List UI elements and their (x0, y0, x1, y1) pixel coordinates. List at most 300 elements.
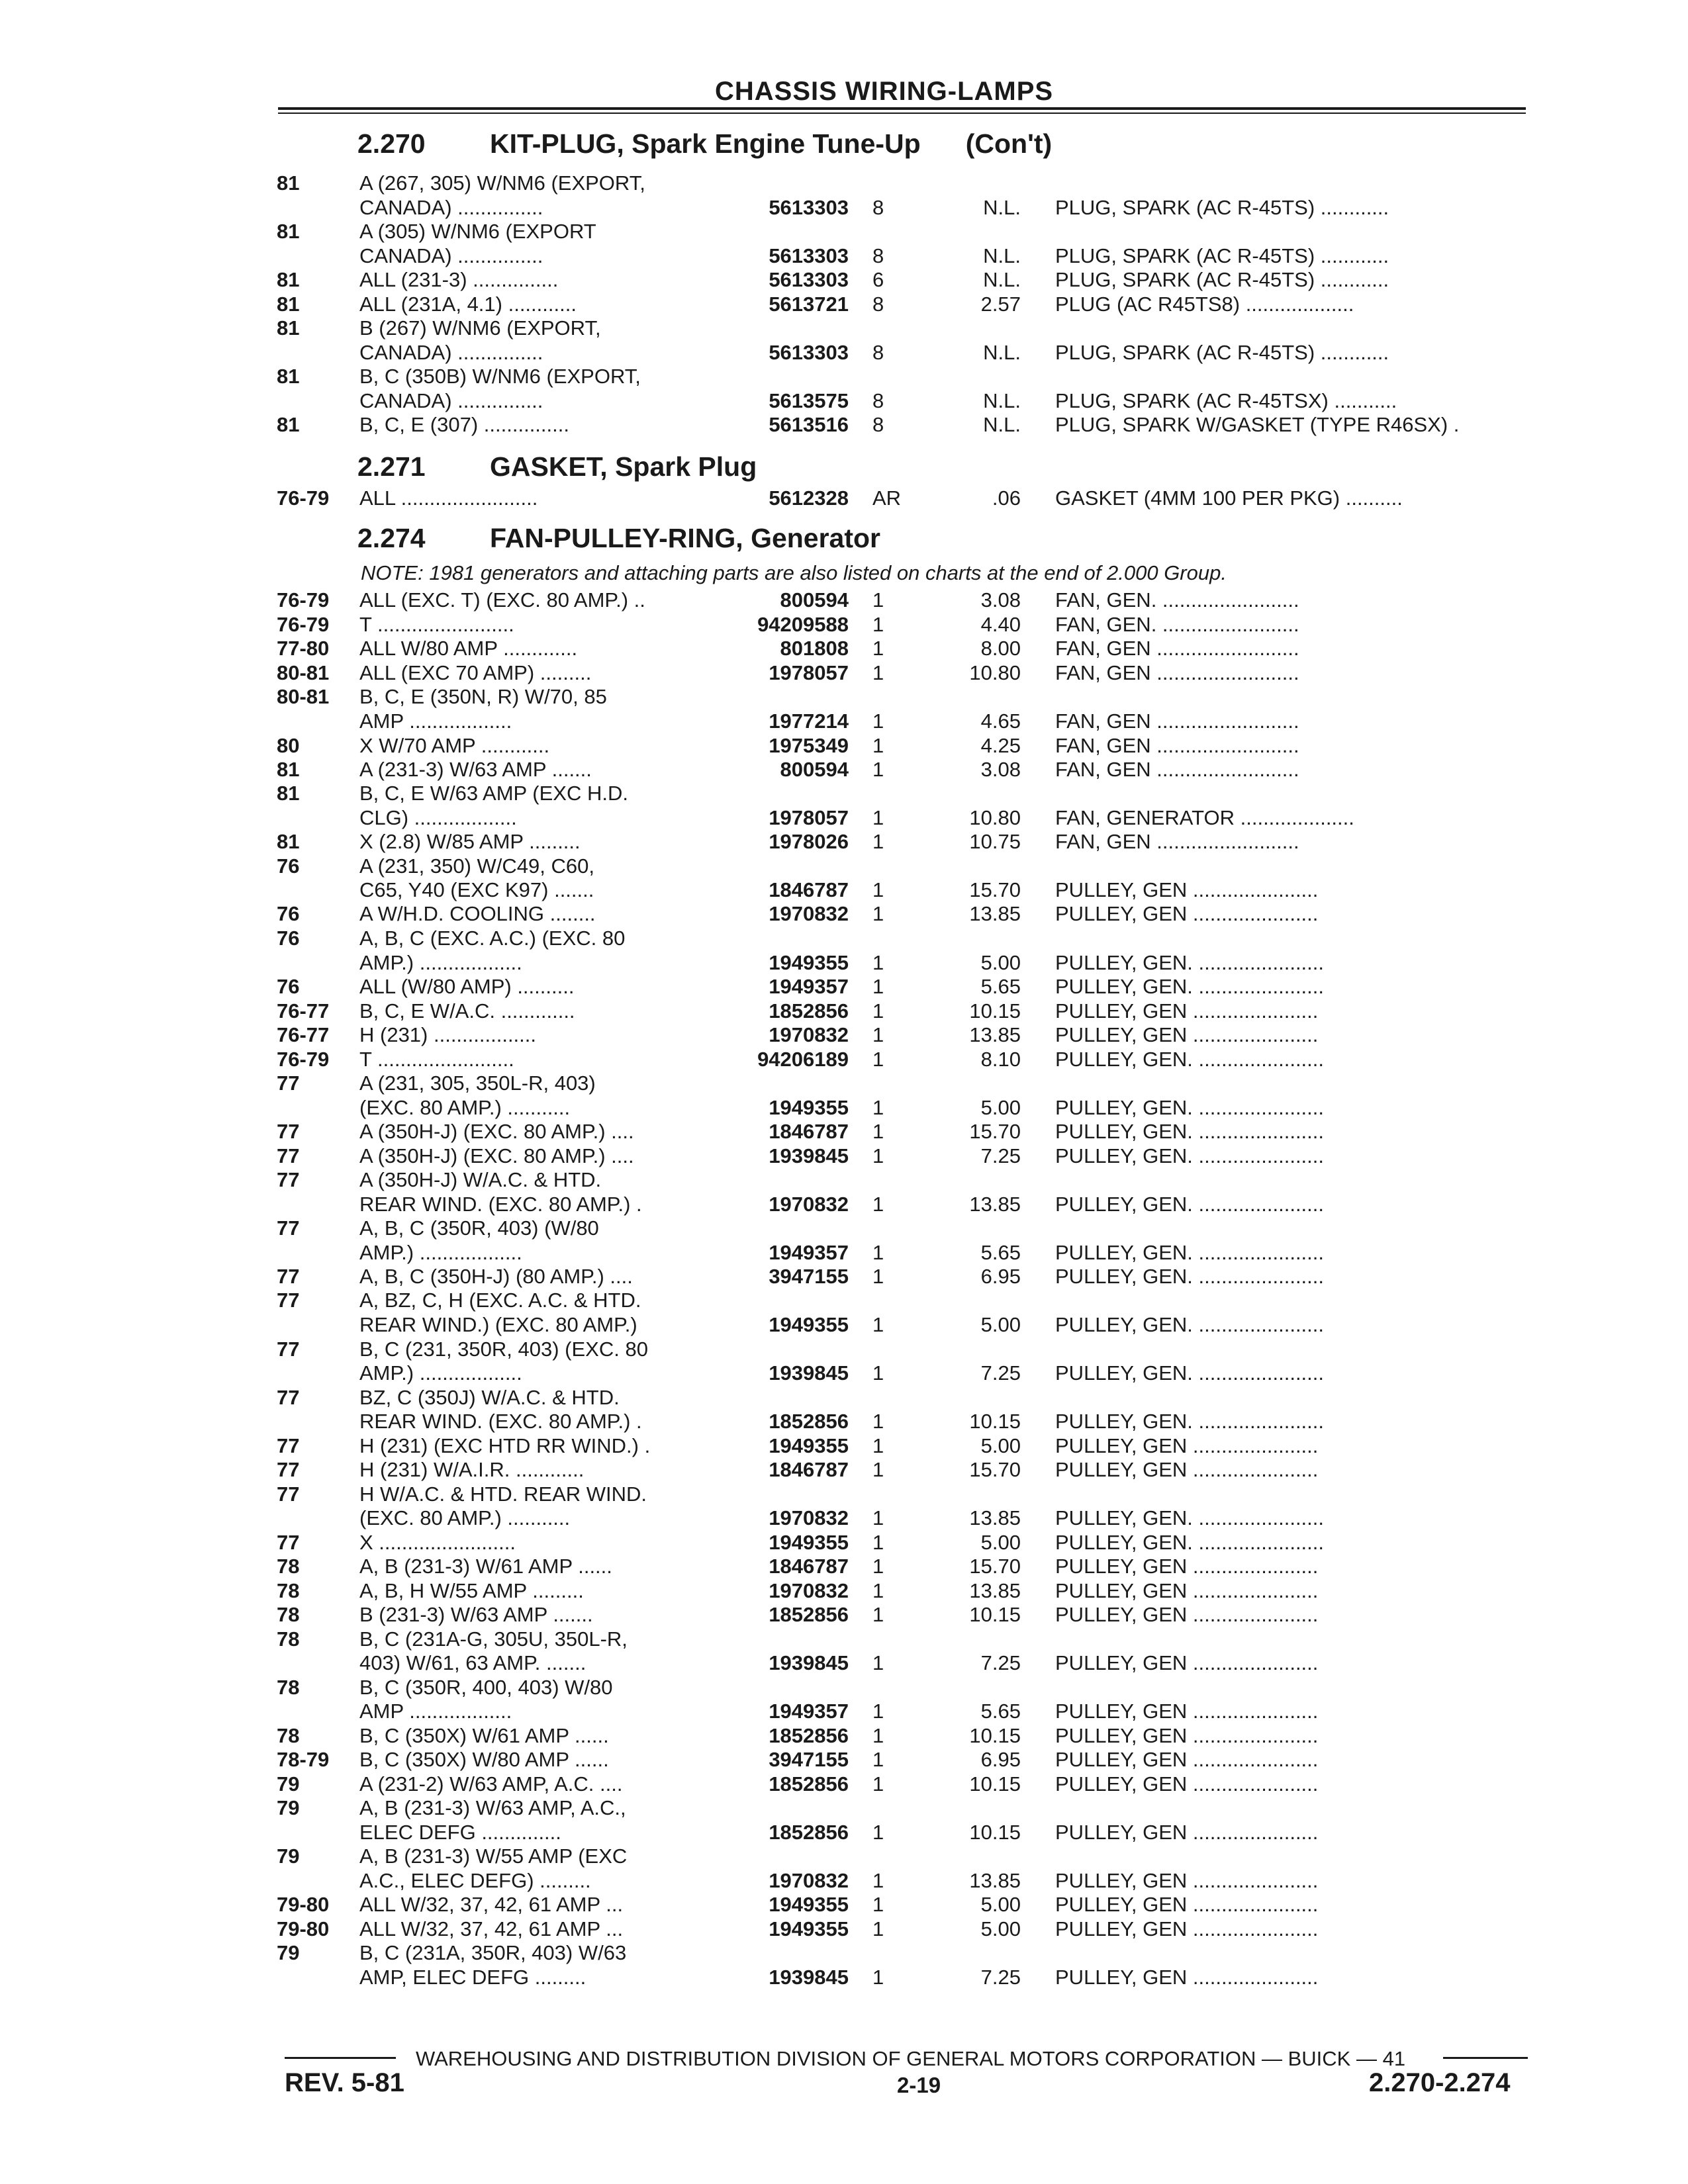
row-part-number: 1970832 (769, 1579, 849, 1602)
row-part-number: 1852856 (769, 1772, 849, 1796)
row-price: 15.70 (969, 1555, 1021, 1578)
row-application: (EXC. 80 AMP.) ........... (359, 1506, 571, 1529)
row-application: A, B, C (350H-J) (80 AMP.) .... (359, 1265, 633, 1288)
row-application: A (350H-J) (EXC. 80 AMP.) .... (359, 1144, 634, 1167)
row-application: ALL ........................ (359, 486, 538, 510)
table-row (0, 1023, 1688, 1048)
row-application: REAR WIND.) (EXC. 80 AMP.) (359, 1313, 637, 1336)
row-part-name: PULLEY, GEN. ...................... (1055, 1265, 1325, 1288)
row-part-name: FAN, GENERATOR .................... (1055, 806, 1354, 829)
row-application: A (231-2) W/63 AMP, A.C. .... (359, 1772, 623, 1796)
row-application: CANADA) ............... (359, 196, 543, 219)
row-part-number: 1978057 (769, 806, 849, 829)
table-row (0, 878, 1688, 903)
table-row (0, 171, 1688, 196)
row-quantity: 1 (872, 709, 884, 733)
row-part-name: PULLEY, GEN. ...................... (1055, 1193, 1325, 1216)
row-part-name: PULLEY, GEN ...................... (1055, 999, 1319, 1023)
table-row (0, 292, 1688, 317)
row-price: 5.65 (980, 975, 1021, 998)
footer-section-range: 2.270-2.274 (1369, 2068, 1511, 2097)
row-year: 76 (277, 854, 300, 878)
row-application: A (305) W/NM6 (EXPORT (359, 220, 596, 243)
row-price: 5.65 (980, 1241, 1021, 1264)
table-row (0, 1868, 1688, 1893)
row-part-number: 5613303 (769, 268, 849, 291)
table-row (0, 1216, 1688, 1241)
row-part-name: FAN, GEN. ........................ (1055, 588, 1299, 612)
table-row (0, 1602, 1688, 1627)
row-application: REAR WIND. (EXC. 80 AMP.) . (359, 1193, 642, 1216)
row-part-name: PULLEY, GEN. ...................... (1055, 1410, 1325, 1433)
footer-rule-right (1443, 2057, 1528, 2059)
row-quantity: 1 (872, 1724, 884, 1747)
row-price: N.L. (983, 244, 1021, 267)
row-price: 13.85 (969, 1023, 1021, 1046)
row-price: 15.70 (969, 878, 1021, 901)
row-part-number: 1939845 (769, 1144, 849, 1167)
table-row (0, 733, 1688, 758)
row-application: H (231) .................. (359, 1023, 537, 1046)
row-quantity: 8 (872, 413, 884, 436)
row-year: 81 (277, 365, 300, 388)
row-part-name: PULLEY, GEN ...................... (1055, 1821, 1319, 1844)
row-application: AMP .................. (359, 709, 512, 733)
row-quantity: 1 (872, 1821, 884, 1844)
row-price: 10.15 (969, 1724, 1021, 1747)
row-quantity: 1 (872, 806, 884, 829)
table-row (0, 805, 1688, 831)
row-price: N.L. (983, 268, 1021, 291)
table-row (0, 1820, 1688, 1845)
row-quantity: 1 (872, 1869, 884, 1892)
row-part-number: 1949357 (769, 1700, 849, 1723)
row-part-number: 5613303 (769, 244, 849, 267)
row-part-number: 801808 (780, 637, 849, 660)
row-part-name: PULLEY, GEN. ...................... (1055, 1120, 1325, 1143)
row-application: C65, Y40 (EXC K97) ....... (359, 878, 594, 901)
row-application: A (231-3) W/63 AMP ....... (359, 758, 592, 781)
row-year: 79-80 (277, 1893, 330, 1916)
row-application: A W/H.D. COOLING ........ (359, 902, 596, 925)
section-title: FAN-PULLEY-RING, Generator (490, 523, 881, 553)
row-year: 76 (277, 927, 300, 950)
row-price: 3.08 (980, 588, 1021, 612)
row-price: 6.95 (980, 1748, 1021, 1771)
row-quantity: 1 (872, 1434, 884, 1457)
table-row (0, 757, 1688, 782)
row-price: 8.10 (980, 1048, 1021, 1071)
row-year: 77 (277, 1458, 300, 1481)
row-application: A (267, 305) W/NM6 (EXPORT, (359, 171, 645, 195)
row-year: 79 (277, 1844, 300, 1868)
table-row (0, 588, 1688, 613)
section-title: GASKET, Spark Plug (490, 451, 757, 482)
row-quantity: 1 (872, 1966, 884, 1989)
row-price: 7.25 (980, 1144, 1021, 1167)
row-year: 76-79 (277, 1048, 330, 1071)
row-year: 80-81 (277, 685, 330, 708)
row-part-name: PULLEY, GEN. ...................... (1055, 951, 1325, 974)
row-part-name: FAN, GEN. ........................ (1055, 613, 1299, 636)
table-row (0, 660, 1688, 686)
row-year: 76-77 (277, 999, 330, 1023)
row-part-number: 1978026 (769, 830, 849, 853)
row-price: 7.25 (980, 1966, 1021, 1989)
row-application: H W/A.C. & HTD. REAR WIND. (359, 1482, 647, 1506)
table-row (0, 901, 1688, 927)
row-quantity: 1 (872, 1048, 884, 1071)
row-year: 76-79 (277, 588, 330, 612)
row-application: AMP.) .................. (359, 951, 522, 974)
row-part-name: PULLEY, GEN ...................... (1055, 1700, 1319, 1723)
row-part-name: FAN, GEN ......................... (1055, 709, 1299, 733)
section-heading (357, 451, 757, 482)
row-part-number: 1970832 (769, 1869, 849, 1892)
row-part-name: PULLEY, GEN ...................... (1055, 1651, 1319, 1674)
row-application: B, C (350X) W/61 AMP ...... (359, 1724, 609, 1747)
table-row (0, 195, 1688, 220)
section-number: 2.270 (357, 128, 426, 159)
row-year: 81 (277, 782, 300, 805)
table-row (0, 388, 1688, 414)
row-part-number: 1852856 (769, 999, 849, 1023)
row-application: CANADA) ............... (359, 341, 543, 364)
table-row (0, 1095, 1688, 1120)
row-year: 80 (277, 734, 300, 757)
row-price: 6.95 (980, 1265, 1021, 1288)
table-row (0, 1506, 1688, 1531)
row-quantity: 1 (872, 1748, 884, 1771)
table-row (0, 1167, 1688, 1193)
row-part-name: PULLEY, GEN. ...................... (1055, 1361, 1325, 1385)
row-quantity: 8 (872, 196, 884, 219)
row-application: ALL (EXC. T) (EXC. 80 AMP.) .. (359, 588, 645, 612)
table-row (0, 1119, 1688, 1144)
row-price: 2.57 (980, 293, 1021, 316)
table-row (0, 316, 1688, 341)
row-quantity: 1 (872, 1120, 884, 1143)
row-price: 10.15 (969, 1603, 1021, 1626)
row-price: 5.00 (980, 1096, 1021, 1119)
row-application: ALL (W/80 AMP) .......... (359, 975, 575, 998)
page-header-title: CHASSIS WIRING-LAMPS (715, 77, 1054, 106)
row-year: 78-79 (277, 1748, 330, 1771)
row-price: N.L. (983, 413, 1021, 436)
row-part-name: PULLEY, GEN. ...................... (1055, 1531, 1325, 1554)
row-year: 77 (277, 1289, 300, 1312)
row-price: 10.15 (969, 1772, 1021, 1796)
row-application: A (231, 350) W/C49, C60, (359, 854, 594, 878)
row-application: X W/70 AMP ............ (359, 734, 550, 757)
table-row (0, 1651, 1688, 1676)
row-part-number: 1970832 (769, 902, 849, 925)
row-part-number: 94209588 (757, 613, 849, 636)
row-price: 10.80 (969, 661, 1021, 684)
row-part-number: 1949355 (769, 1313, 849, 1336)
row-price: N.L. (983, 341, 1021, 364)
row-application: B, C (231A-G, 305U, 350L-R, (359, 1627, 628, 1651)
row-year: 81 (277, 413, 300, 436)
row-application: T ........................ (359, 613, 514, 636)
row-part-name: FAN, GEN ......................... (1055, 637, 1299, 660)
row-price: 5.00 (980, 1917, 1021, 1940)
row-application: B, C, E (307) ............... (359, 413, 569, 436)
row-year: 77 (277, 1482, 300, 1506)
table-row (0, 1917, 1688, 1942)
row-part-number: 1939845 (769, 1361, 849, 1385)
table-row (0, 1530, 1688, 1555)
row-quantity: 1 (872, 1579, 884, 1602)
row-price: 5.00 (980, 1893, 1021, 1916)
row-part-number: 1949357 (769, 975, 849, 998)
row-part-name: PULLEY, GEN. ...................... (1055, 1313, 1325, 1336)
row-part-number: 800594 (780, 588, 849, 612)
row-year: 77 (277, 1168, 300, 1191)
row-application: ELEC DEFG .............. (359, 1821, 561, 1844)
table-row (0, 1337, 1688, 1362)
row-part-number: 1846787 (769, 878, 849, 901)
table-row (0, 999, 1688, 1024)
row-application: ALL (231-3) ............... (359, 268, 559, 291)
footer-publisher-line: WAREHOUSING AND DISTRIBUTION DIVISION OF GENERAL MOTORS CORPORATION — BUICK — 41 (416, 2047, 1406, 2070)
row-part-number: 1949355 (769, 1096, 849, 1119)
row-application: B, C (231A, 350R, 403) W/63 (359, 1941, 627, 1964)
row-application: CANADA) ............... (359, 244, 543, 267)
row-price: 5.65 (980, 1700, 1021, 1723)
row-application: A (231, 305, 350L-R, 403) (359, 1071, 596, 1095)
row-price: N.L. (983, 389, 1021, 412)
row-quantity: 1 (872, 1651, 884, 1674)
row-part-number: 1852856 (769, 1410, 849, 1433)
row-part-name: PULLEY, GEN ...................... (1055, 1869, 1319, 1892)
table-row (0, 829, 1688, 854)
row-quantity: 1 (872, 1506, 884, 1529)
row-application: A, B (231-3) W/63 AMP, A.C., (359, 1796, 626, 1819)
footer-revision: REV. 5-81 (285, 2068, 404, 2097)
row-part-number: 5612328 (769, 486, 849, 510)
row-part-name: PULLEY, GEN ...................... (1055, 902, 1319, 925)
row-quantity: 1 (872, 999, 884, 1023)
row-part-name: PLUG, SPARK (AC R-45TSX) ........... (1055, 389, 1397, 412)
table-row (0, 1844, 1688, 1869)
row-part-number: 5613575 (769, 389, 849, 412)
row-quantity: 1 (872, 758, 884, 781)
table-row (0, 267, 1688, 293)
row-application: A, B, H W/55 AMP ......... (359, 1579, 584, 1602)
row-price: 13.85 (969, 1579, 1021, 1602)
row-part-name: PLUG, SPARK (AC R-45TS) ............ (1055, 196, 1389, 219)
row-quantity: 1 (872, 1410, 884, 1433)
row-year: 78 (277, 1555, 300, 1578)
row-application: AMP, ELEC DEFG ......... (359, 1966, 586, 1989)
table-row (0, 1675, 1688, 1700)
row-quantity: 1 (872, 1772, 884, 1796)
row-application: H (231) W/A.I.R. ............ (359, 1458, 585, 1481)
row-application: ALL W/80 AMP ............. (359, 637, 578, 660)
row-part-number: 1949355 (769, 1893, 849, 1916)
row-quantity: 8 (872, 389, 884, 412)
section-number: 2.271 (357, 451, 426, 482)
table-row (0, 1554, 1688, 1579)
row-part-number: 1970832 (769, 1506, 849, 1529)
row-quantity: AR (872, 486, 902, 510)
row-price: 4.25 (980, 734, 1021, 757)
row-price: 3.08 (980, 758, 1021, 781)
header-rule (278, 107, 1526, 110)
table-row (0, 1796, 1688, 1821)
row-part-name: PULLEY, GEN ...................... (1055, 1579, 1319, 1602)
row-price: 13.85 (969, 1506, 1021, 1529)
row-price: 10.75 (969, 830, 1021, 853)
row-part-number: 1852856 (769, 1821, 849, 1844)
row-part-number: 1970832 (769, 1023, 849, 1046)
table-row (0, 781, 1688, 806)
row-price: 4.65 (980, 709, 1021, 733)
row-quantity: 8 (872, 293, 884, 316)
footer-page-number: 2-19 (897, 2073, 941, 2097)
row-year: 78 (277, 1627, 300, 1651)
row-application: CANADA) ............... (359, 389, 543, 412)
row-part-name: PULLEY, GEN. ...................... (1055, 1241, 1325, 1264)
section-title: KIT-PLUG, Spark Engine Tune-Up (490, 128, 921, 159)
row-quantity: 1 (872, 1700, 884, 1723)
row-application: AMP.) .................. (359, 1241, 522, 1264)
row-quantity: 1 (872, 1458, 884, 1481)
table-row (0, 1409, 1688, 1434)
row-part-name: PULLEY, GEN ...................... (1055, 1023, 1319, 1046)
row-part-number: 1846787 (769, 1458, 849, 1481)
section-heading (357, 128, 1052, 159)
row-price: 15.70 (969, 1120, 1021, 1143)
row-year: 77 (277, 1434, 300, 1457)
row-part-name: FAN, GEN ......................... (1055, 734, 1299, 757)
row-year: 77 (277, 1216, 300, 1240)
row-year: 81 (277, 830, 300, 853)
row-part-number: 5613721 (769, 293, 849, 316)
row-part-name: PULLEY, GEN. ...................... (1055, 1048, 1325, 1071)
section-heading (357, 523, 880, 554)
row-application: B, C, E W/63 AMP (EXC H.D. (359, 782, 628, 805)
table-row (0, 244, 1688, 269)
row-application: X ........................ (359, 1531, 516, 1554)
table-row (0, 1071, 1688, 1096)
row-year: 76 (277, 902, 300, 925)
row-part-number: 1846787 (769, 1120, 849, 1143)
table-row (0, 1699, 1688, 1724)
row-part-number: 5613303 (769, 196, 849, 219)
row-quantity: 1 (872, 975, 884, 998)
row-year: 81 (277, 268, 300, 291)
table-row (0, 1482, 1688, 1507)
header-rule-thin (278, 113, 1526, 114)
table-row (0, 709, 1688, 734)
row-application: (EXC. 80 AMP.) ........... (359, 1096, 571, 1119)
section-suffix: (Con't) (965, 128, 1053, 159)
row-quantity: 1 (872, 1361, 884, 1385)
row-application: B, C (350R, 400, 403) W/80 (359, 1676, 613, 1699)
row-part-number: 1846787 (769, 1555, 849, 1578)
row-quantity: 1 (872, 1096, 884, 1119)
row-quantity: 1 (872, 1555, 884, 1578)
row-quantity: 1 (872, 902, 884, 925)
row-application: B, C (231, 350R, 403) (EXC. 80 (359, 1338, 648, 1361)
row-application: B (231-3) W/63 AMP ....... (359, 1603, 593, 1626)
table-row (0, 340, 1688, 365)
row-part-name: PULLEY, GEN ...................... (1055, 1772, 1319, 1796)
row-quantity: 1 (872, 613, 884, 636)
row-year: 81 (277, 220, 300, 243)
row-application: ALL W/32, 37, 42, 61 AMP ... (359, 1893, 624, 1916)
table-row (0, 1385, 1688, 1410)
row-quantity: 1 (872, 951, 884, 974)
row-application: AMP .................. (359, 1700, 512, 1723)
table-row (0, 1578, 1688, 1604)
row-part-name: FAN, GEN ......................... (1055, 661, 1299, 684)
row-year: 79 (277, 1772, 300, 1796)
table-row (0, 412, 1688, 437)
row-part-number: 5613303 (769, 341, 849, 364)
row-part-number: 3947155 (769, 1265, 849, 1288)
row-price: 5.00 (980, 1531, 1021, 1554)
row-year: 77 (277, 1120, 300, 1143)
row-quantity: 1 (872, 1313, 884, 1336)
row-application: 403) W/61, 63 AMP. ....... (359, 1651, 586, 1674)
row-price: 7.25 (980, 1651, 1021, 1674)
row-year: 76-79 (277, 486, 330, 510)
row-year: 81 (277, 293, 300, 316)
row-part-name: PULLEY, GEN ...................... (1055, 1917, 1319, 1940)
row-year: 78 (277, 1724, 300, 1747)
row-part-number: 1975349 (769, 734, 849, 757)
table-row (0, 636, 1688, 661)
table-row (0, 1627, 1688, 1652)
row-price: 10.15 (969, 1821, 1021, 1844)
row-year: 79 (277, 1941, 300, 1964)
table-row (0, 1312, 1688, 1338)
section-number: 2.274 (357, 523, 426, 553)
table-row (0, 1264, 1688, 1289)
row-part-number: 1949355 (769, 951, 849, 974)
row-application: A.C., ELEC DEFG) ......... (359, 1869, 591, 1892)
row-application: ALL W/32, 37, 42, 61 AMP ... (359, 1917, 624, 1940)
row-year: 79-80 (277, 1917, 330, 1940)
row-part-name: PULLEY, GEN ...................... (1055, 1555, 1319, 1578)
row-part-number: 1939845 (769, 1966, 849, 1989)
row-price: 5.00 (980, 951, 1021, 974)
row-quantity: 8 (872, 244, 884, 267)
row-part-name: PULLEY, GEN ...................... (1055, 878, 1319, 901)
row-application: CLG) .................. (359, 806, 517, 829)
row-application: B, C (350X) W/80 AMP ...... (359, 1748, 609, 1771)
row-application: B, C (350B) W/NM6 (EXPORT, (359, 365, 641, 388)
table-row (0, 1192, 1688, 1217)
row-application: B, C, E (350N, R) W/70, 85 (359, 685, 607, 708)
row-year: 77 (277, 1144, 300, 1167)
row-part-name: FAN, GEN ......................... (1055, 830, 1299, 853)
row-application: H (231) (EXC HTD RR WIND.) . (359, 1434, 651, 1457)
row-part-name: PULLEY, GEN ...................... (1055, 1434, 1319, 1457)
row-quantity: 1 (872, 1193, 884, 1216)
row-part-name: PULLEY, GEN. ...................... (1055, 1506, 1325, 1529)
row-part-name: GASKET (4MM 100 PER PKG) .......... (1055, 486, 1403, 510)
table-row (0, 1892, 1688, 1917)
table-row (0, 1144, 1688, 1169)
row-year: 76-77 (277, 1023, 330, 1046)
row-part-number: 1970832 (769, 1193, 849, 1216)
row-application: A (350H-J) (EXC. 80 AMP.) .... (359, 1120, 634, 1143)
row-application: REAR WIND. (EXC. 80 AMP.) . (359, 1410, 642, 1433)
